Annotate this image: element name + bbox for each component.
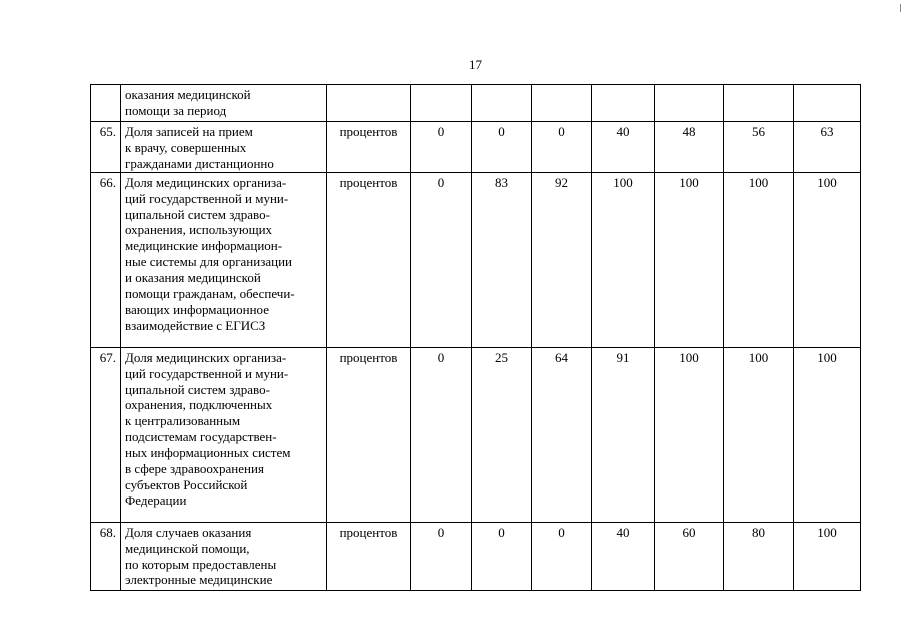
indicator-name-line: медицинской помощи, xyxy=(125,540,250,556)
indicator-name-line: Доля медицинских организа- xyxy=(125,349,287,365)
value-cell: 0 xyxy=(472,122,532,173)
value-cell: 0 xyxy=(411,172,472,347)
value-cell xyxy=(411,85,472,122)
indicators-table xyxy=(90,84,861,591)
indicator-name-line: ных информационных систем xyxy=(125,445,291,461)
indicator-name-line: подсистемам государствен- xyxy=(125,429,277,445)
unit-cell xyxy=(327,85,411,122)
indicator-name-line: ципальной систем здраво- xyxy=(125,381,270,397)
value-cell: 0 xyxy=(411,122,472,173)
indicator-name-line: охранения, подключенных xyxy=(125,397,273,413)
value-cell: 0 xyxy=(532,122,592,173)
value-cell: 0 xyxy=(532,522,592,590)
value-cell: 100 xyxy=(724,347,794,522)
value-cell: 100 xyxy=(794,172,861,347)
indicator-name-line: электронные медицинские xyxy=(125,572,273,588)
indicator-name-line: ций государственной и муни- xyxy=(125,190,289,206)
value-cell: 83 xyxy=(472,172,532,347)
value-cell: 92 xyxy=(532,172,592,347)
value-cell: 80 xyxy=(724,522,794,590)
value-cell: 0 xyxy=(411,347,472,522)
value-cell: 100 xyxy=(794,522,861,590)
table-row xyxy=(91,347,861,522)
row-number: 65. xyxy=(91,122,121,173)
indicator-name xyxy=(121,522,327,590)
indicator-name-line: к врачу, совершенных xyxy=(125,139,247,155)
value-cell: 60 xyxy=(655,522,724,590)
indicator-name xyxy=(121,172,327,347)
scan-edge-mark xyxy=(900,4,901,12)
value-cell: 56 xyxy=(724,122,794,173)
value-cell xyxy=(592,85,655,122)
row-number: 66. xyxy=(91,172,121,347)
indicator-name-line: к централизованным xyxy=(125,413,241,429)
value-cell: 40 xyxy=(592,522,655,590)
page-number: 17 xyxy=(469,57,482,72)
value-cell: 40 xyxy=(592,122,655,173)
value-cell: 25 xyxy=(472,347,532,522)
table-row xyxy=(91,172,861,347)
indicator-name-line: ций государственной и муни- xyxy=(125,365,289,381)
indicator-name xyxy=(121,347,327,522)
unit-cell: процентов xyxy=(327,172,411,347)
value-cell: 0 xyxy=(472,522,532,590)
value-cell: 91 xyxy=(592,347,655,522)
value-cell: 100 xyxy=(724,172,794,347)
indicator-name-line: ципальной систем здраво- xyxy=(125,206,270,222)
unit-cell: процентов xyxy=(327,347,411,522)
indicator-name-line: Федерации xyxy=(125,492,187,508)
row-number: 68. xyxy=(91,522,121,590)
indicator-name-line: помощи за период xyxy=(125,102,227,118)
indicator-name-line: Доля медицинских организа- xyxy=(125,174,287,190)
unit-cell: процентов xyxy=(327,522,411,590)
indicator-name-line: помощи гражданам, обеспечи- xyxy=(125,286,295,302)
value-cell: 0 xyxy=(411,522,472,590)
indicator-name-line: медицинские информацион- xyxy=(125,238,283,254)
row-number: 67. xyxy=(91,347,121,522)
indicator-name-line: оказания медицинской xyxy=(125,87,251,102)
value-cell: 100 xyxy=(655,347,724,522)
value-cell xyxy=(724,85,794,122)
table-body xyxy=(91,85,861,591)
indicator-name-line: взаимодействие с ЕГИСЗ xyxy=(125,317,266,333)
value-cell: 100 xyxy=(592,172,655,347)
table-row xyxy=(91,122,861,173)
indicator-name-line: вающих информационное xyxy=(125,301,269,317)
indicator-name-line: в сфере здравоохранения xyxy=(125,461,264,477)
value-cell: 63 xyxy=(794,122,861,173)
indicator-name-line: Доля записей на прием xyxy=(125,124,253,139)
table-row xyxy=(91,85,861,122)
indicator-name-line: гражданами дистанционно xyxy=(125,155,274,171)
value-cell xyxy=(794,85,861,122)
table-row xyxy=(91,522,861,590)
indicator-name-line: ные системы для организации xyxy=(125,254,292,270)
value-cell: 64 xyxy=(532,347,592,522)
value-cell xyxy=(532,85,592,122)
value-cell: 100 xyxy=(794,347,861,522)
unit-cell: процентов xyxy=(327,122,411,173)
indicator-name-line: субъектов Российской xyxy=(125,476,248,492)
indicator-name-line: и оказания медицинской xyxy=(125,270,261,286)
value-cell xyxy=(472,85,532,122)
indicator-name-line: по которым предоставлены xyxy=(125,556,277,572)
indicator-name xyxy=(121,85,327,122)
indicator-name-line: Доля случаев оказания xyxy=(125,524,252,540)
value-cell xyxy=(655,85,724,122)
value-cell: 48 xyxy=(655,122,724,173)
row-number xyxy=(91,85,121,122)
indicator-name xyxy=(121,122,327,173)
indicator-name-line: охранения, использующих xyxy=(125,222,273,238)
value-cell: 100 xyxy=(655,172,724,347)
